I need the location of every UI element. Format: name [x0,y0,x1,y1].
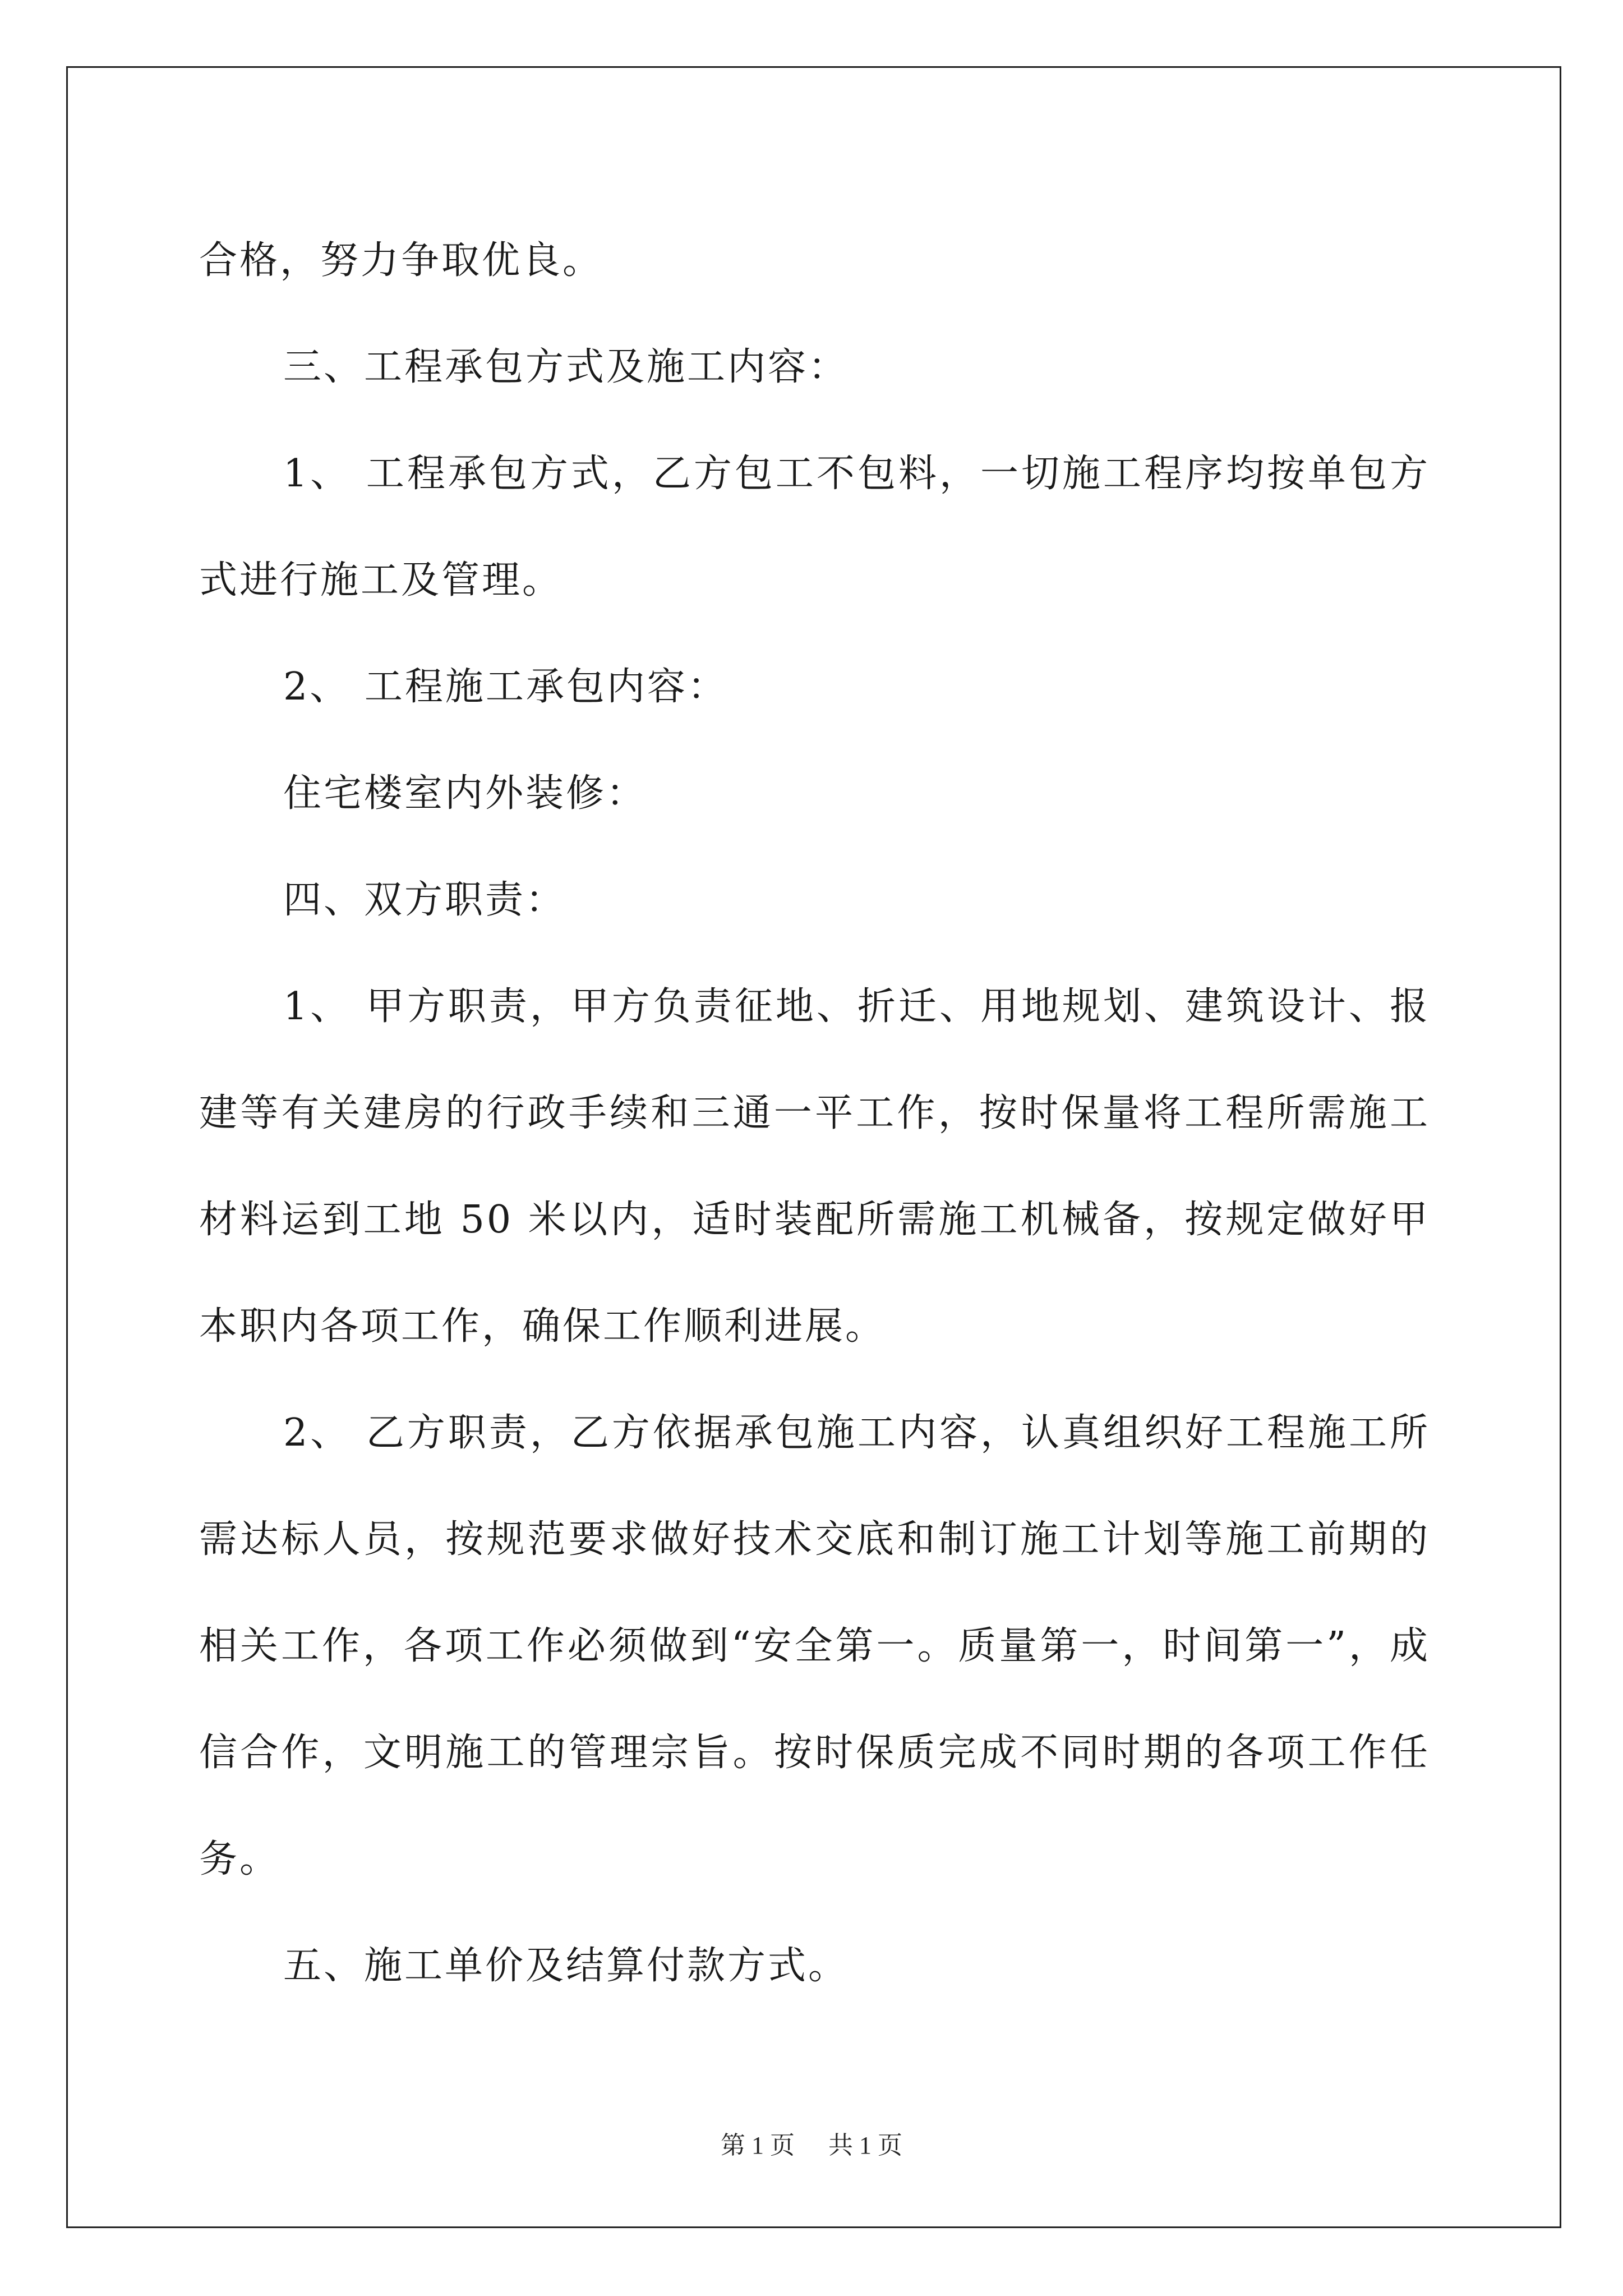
page-footer [0,2125,1623,2161]
paragraph-line: 本职内各项工作，确保工作顺利进展。 [199,1304,886,1349]
section-heading-5: 五、施工单价及结算付款方式。 [283,1944,849,1988]
paragraph-line: 2、 工程施工承包内容： [283,665,728,709]
paragraph-line: 1、 工程承包方式，乙方包工不包料，一切施工程序均按单包方 [283,452,1430,496]
paragraph-line: 1、 甲方职责，甲方负责征地、折迁、用地规划、建筑设计、报 [283,984,1430,1029]
paragraph-line: 需达标人员，按规范要求做好技术交底和制订施工计划等施工前期的 [199,1517,1430,1562]
paragraph-line: 信合作，文明施工的管理宗旨。按时保质完成不同时期的各项工作任 [199,1731,1430,1775]
paragraph-line: 2、 乙方职责，乙方依据承包施工内容，认真组织好工程施工所 [283,1411,1430,1455]
paragraph-line: 合格，努力争取优良。 [199,238,603,283]
section-heading-4: 四、双方职责： [283,878,566,922]
paragraph-line: 式进行施工及管理。 [199,558,563,602]
document-body [199,208,1430,2019]
paragraph-line: 住宅楼室内外装修： [283,771,647,816]
page-number: 第 1 页 [721,2132,795,2159]
section-heading-3: 三、工程承包方式及施工内容： [283,345,849,389]
page-total: 共 1 页 [828,2132,902,2159]
paragraph-line: 材料运到工地 50 米以内，适时装配所需施工机械备，按规定做好甲 [199,1198,1430,1242]
paragraph-line: 建等有关建房的行政手续和三通一平工作，按时保量将工程所需施工 [199,1091,1430,1135]
paragraph-line: 相关工作，各项工作必须做到“安全第一。质量第一，时间第一”，成 [199,1624,1430,1668]
paragraph-line: 务。 [199,1837,280,1881]
